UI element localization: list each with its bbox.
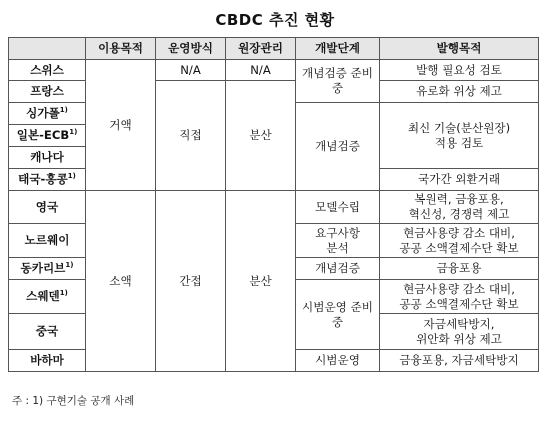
country-cell: 스위스	[9, 60, 86, 81]
issuance-cell: 현금사용량 감소 대비, 공공 소액결제수단 확보	[380, 224, 539, 258]
header-purpose: 이용목적	[86, 38, 156, 60]
country-cell: 노르웨이	[9, 224, 86, 258]
stage-cell: 개념검증	[296, 258, 380, 280]
header-ledger: 원장관리	[226, 38, 296, 60]
ledger-cell: N/A	[226, 60, 296, 81]
stage-cell: 개념검증	[296, 103, 380, 191]
table-title: CBDC 추진 현황	[215, 11, 335, 29]
header-row	[9, 38, 539, 60]
country-cell: 일본-ECB$^{1)}$	[9, 125, 86, 147]
issuance-cell: 국가간 외환거래	[380, 169, 539, 191]
stage-cell: 시범운영	[296, 350, 380, 372]
issuance-cell: 현금사용량 감소 대비, 공공 소액결제수단 확보	[380, 280, 539, 314]
operation-cell: 간접	[156, 191, 226, 372]
operation-cell: 직접	[156, 81, 226, 191]
cbdc-status-table	[8, 37, 539, 372]
country-cell: 프랑스	[9, 81, 86, 103]
issuance-cell: 복원력, 금융포용, 혁신성, 경쟁력 제고	[380, 191, 539, 224]
country-cell: 중국	[9, 314, 86, 350]
ledger-cell: 분산	[226, 81, 296, 191]
purpose-cell: 소액	[86, 191, 156, 372]
footnote: 주 : 1) 구현기술 공개 사례	[12, 395, 135, 407]
ledger-cell: 분산	[226, 191, 296, 372]
stage-cell: 요구사항 분석	[296, 224, 380, 258]
country-cell: 캐나다	[9, 147, 86, 169]
country-cell: 태국-홍콩$^{1)}$	[9, 169, 86, 191]
stage-cell: 시범운영 준비중	[296, 280, 380, 350]
header-corner	[9, 38, 86, 60]
issuance-cell: 발행 필요성 검토	[380, 60, 539, 81]
stage-cell: 모델수립	[296, 191, 380, 224]
country-cell: 동카리브$^{1)}$	[9, 258, 86, 280]
purpose-cell: 거액	[86, 60, 156, 191]
table-row	[9, 191, 539, 224]
stage-cell: 개념검증 준비중	[296, 60, 380, 103]
header-operation: 운영방식	[156, 38, 226, 60]
issuance-cell: 자금세탁방지, 위안화 위상 제고	[380, 314, 539, 350]
table-row	[9, 60, 539, 81]
issuance-cell: 금융포용, 자금세탁방지	[380, 350, 539, 372]
country-cell: 바하마	[9, 350, 86, 372]
header-issuance: 발행목적	[380, 38, 539, 60]
header-stage: 개발단계	[296, 38, 380, 60]
issuance-cell: 유로화 위상 제고	[380, 81, 539, 103]
issuance-cell: 금융포용	[380, 258, 539, 280]
operation-cell: N/A	[156, 60, 226, 81]
country-cell: 싱가폴$^{1)}$	[9, 103, 86, 125]
country-cell: 영국	[9, 191, 86, 224]
country-cell: 스웨덴$^{1)}$	[9, 280, 86, 314]
issuance-cell: 최신 기술(분산원장) 적용 검토	[380, 103, 539, 169]
